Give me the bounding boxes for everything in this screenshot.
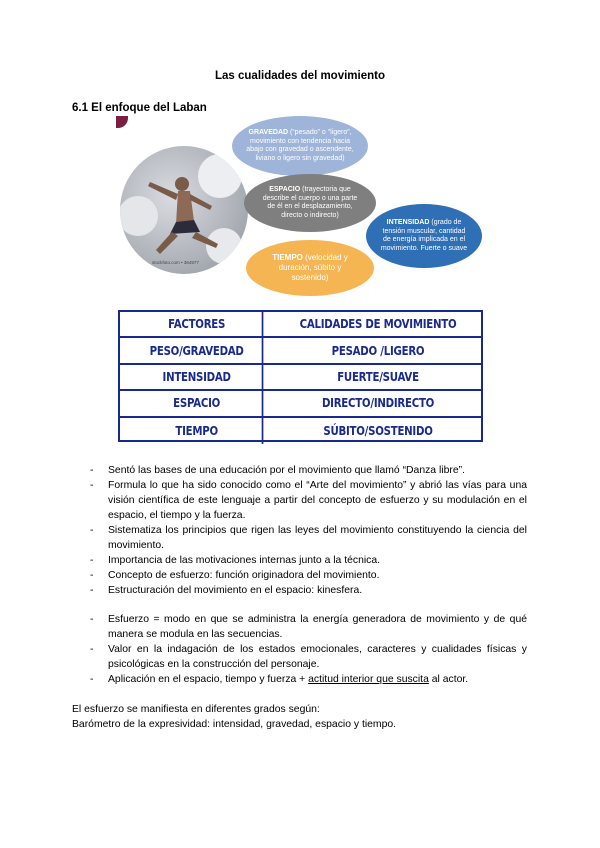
table-cell: PESO/GRAVEDAD <box>132 338 264 362</box>
paragraph-line: Barómetro de la expresividad: intensidad, gravedad, espacio y tiempo. <box>72 719 397 730</box>
table-cell: DIRECTO/INDIRECTO <box>321 396 435 411</box>
espacio-bubble <box>244 174 376 232</box>
table-cell: INTENSIDAD <box>132 365 264 389</box>
list-item: - Importancia de las motivaciones internas junto a la técnica. <box>90 553 527 568</box>
table-header-row <box>120 312 481 338</box>
intensidad-label: INTENSIDAD <box>386 219 430 226</box>
document-title: Las cualidades del movimiento <box>215 70 385 82</box>
dancer-photo <box>120 146 248 274</box>
list-item: - Valor en la indagación de los estados emocionales, caracteres y cualidades físicas y psicológicas en la construcción del personaje. <box>90 642 527 672</box>
table-row <box>120 365 481 391</box>
closing-paragraph <box>72 702 396 732</box>
list-item-text: al actor. <box>428 674 469 685</box>
table-cell: ESPACIO <box>132 391 264 415</box>
gravedad-text: (“pesado” o “ligero”, movimiento con tendencia hacia abajo con gravedad o ascendente, liviano o ligero sin gravedad) <box>246 129 354 162</box>
table-cell: TIEMPO <box>132 418 264 444</box>
list-item: - Sistematiza los principios que rigen las leyes del movimiento constituyendo la ciencia del movimiento. <box>90 523 527 553</box>
table-row <box>120 338 481 364</box>
paragraph-line: El esfuerzo se manifiesta en diferentes grados según: <box>72 704 320 715</box>
table-cell: PESADO /LIGERO <box>331 343 425 358</box>
tiempo-label: TIEMPO <box>272 253 303 262</box>
gravedad-label: GRAVEDAD <box>248 129 289 136</box>
table-cell: FUERTE/SUAVE <box>337 369 419 384</box>
corner-decoration <box>116 116 128 128</box>
table-row <box>120 391 481 417</box>
intensidad-bubble <box>366 204 482 268</box>
espacio-text: (trayectoria que describe el cuerpo o una parte de él en el desplazamiento, directo o indirecto) <box>262 186 358 219</box>
espacio-label: ESPACIO <box>269 186 301 193</box>
list-item-text: Aplicación en el espacio, tiempo y fuerza + <box>108 674 309 685</box>
list-item: - Sentó las bases de una educación por el movimiento que llamó “Danza libre”. <box>90 463 527 478</box>
dancer-figure <box>120 146 248 274</box>
table-header-cell: FACTORES <box>132 312 264 336</box>
intensidad-text: (grado de tensión muscular, cantidad de energía implicada en el movimiento. Fuerte o suave <box>380 219 468 252</box>
photo-caption: stockfoto.com • 364977 <box>152 260 199 265</box>
list-item: - Concepto de esfuerzo: función originadora del movimiento. <box>90 568 527 583</box>
underlined-text: actitud interior que suscita <box>308 674 429 685</box>
factors-table <box>118 310 483 442</box>
laban-diagram <box>116 116 486 296</box>
table-row <box>120 418 481 444</box>
tiempo-text: (velocidad y duración, súbito y sostenido) <box>278 253 348 282</box>
bullet-list <box>90 463 527 687</box>
tiempo-bubble <box>246 240 374 296</box>
list-item <box>90 672 527 687</box>
list-item: - Estructuración del movimiento en el espacio: kinesfera. <box>90 583 527 598</box>
gravedad-bubble <box>232 116 368 176</box>
section-heading: 6.1 El enfoque del Laban <box>72 102 207 114</box>
table-header-cell: CALIDADES DE MOVIMIENTO <box>299 317 457 332</box>
list-item: - Esfuerzo = modo en que se administra la energía generadora de movimiento y de qué manera se modula en las secuencias. <box>90 612 527 642</box>
list-item: - Formula lo que ha sido conocido como el “Arte del movimiento” y abrió las vías para una visión científica de este lenguaje a partir del concepto de esfuerzo y su modulación en el espacio, el tiempo y la fuerza. <box>90 478 527 523</box>
table-cell: SÚBITO/SOSTENIDO <box>323 423 433 438</box>
